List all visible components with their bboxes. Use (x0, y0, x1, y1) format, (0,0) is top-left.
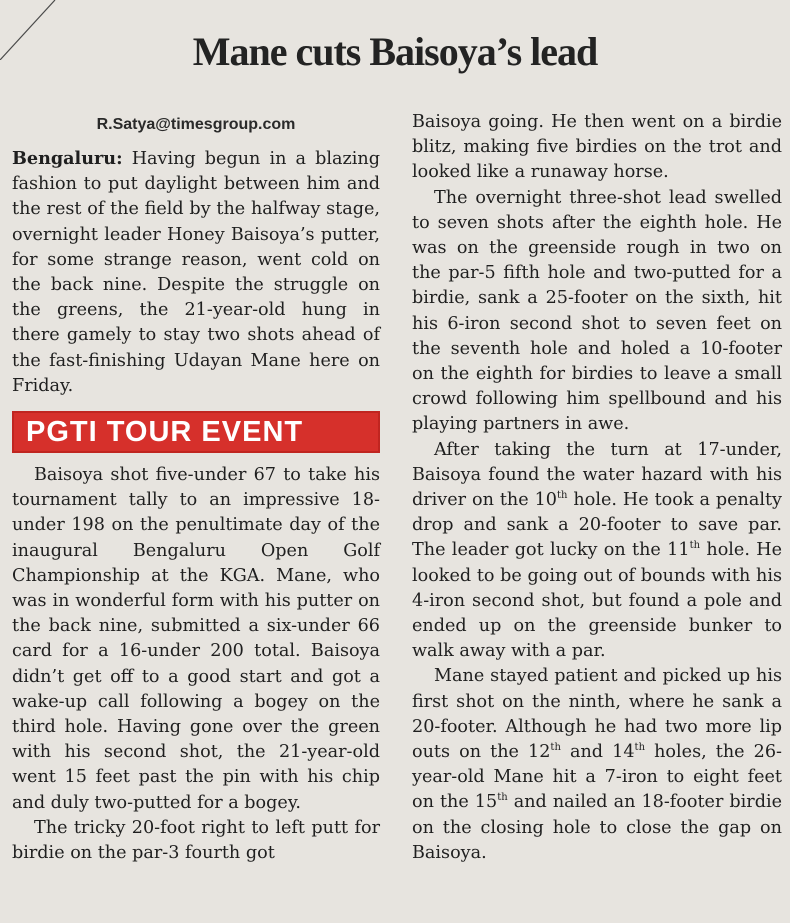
paragraph-continued: Baisoya going. He then went on a birdie blitz, making five birdies on the trot and looked like a runaway horse. (412, 112, 782, 183)
article-column-right (412, 110, 782, 866)
text-run: and 14 (560, 742, 635, 763)
text-run: Mane stayed patient and picked up his first shot on the ninth, where he sank a 20-footer. Although he had two more lip outs on the 12 (412, 666, 782, 763)
article-column-left (12, 110, 380, 866)
text-run: After taking the turn at 17-under, Baisoya found the water hazard with his driver on the 10 (412, 439, 782, 511)
headline: Mane cuts Baisoya’s lead (192, 29, 598, 74)
dateline: Bengaluru: (12, 148, 123, 169)
paragraph-intro (12, 146, 380, 399)
paragraph: The tricky 20-foot right to left putt for birdie on the par-3 fourth got (12, 817, 380, 864)
text-run: hole. He looked to be going out of bounds with his 4-iron second shot, but found a pole and ended up on the greenside bunker to walk away with a par. (412, 540, 783, 662)
section-kicker: PGTI TOUR EVENT (12, 411, 380, 453)
paragraph (412, 664, 782, 866)
text-run: hole. He took a penalty drop and sank a 20-footer to save par. The leader got lucky on the 11 (412, 490, 782, 561)
text-run: and nailed an 18-footer birdie on the closing hole to close the gap on Baisoya. (412, 792, 783, 863)
intro-text: Having begun in a blazing fashion to put daylight between him and the rest of the field by the halfway stage, overnight leader Honey Baisoya’s putter, for some strange reason, went cold on the back nine. Despite the struggle on the greens, the 21-year-old hung in there gamely to stay two shots ahead of the fast-finishing Udayan Mane here on Friday. (12, 149, 381, 396)
paragraph (412, 438, 782, 665)
ordinal-suffix: th (689, 540, 701, 552)
text-run: holes, the 26-year-old Mane hit a 7-iron to eight feet on the 15 (412, 742, 783, 813)
ordinal-suffix: th (550, 742, 561, 754)
ordinal-suffix: th (634, 742, 646, 754)
byline: R.Satya@timesgroup.com (96, 116, 296, 133)
paragraph: The overnight three-shot lead swelled to seven shots after the eighth hole. He was on the greenside rough in two on the par-5 fifth hole and two-putted for a birdie, sank a 25-footer on the sixth, hit his 6-iron second shot to seven feet on the seventh hole and holed a 10-footer on the eighth for birdies to leave a small crowd following him spellbound and his playing partners in awe. (412, 187, 782, 435)
ordinal-suffix: th (497, 792, 508, 804)
paragraph: Baisoya shot five-under 67 to take his tournament tally to an impressive 18-under 198 on the penultimate day of the inaugural Bengaluru Open Golf Championship at the KGA. Mane, who was in wonderful form with his putter on the back nine, submitted a six-under 66 card for a 16-under 200 total. Baisoya didn’t get off to a good start and got a wake-up call following a bogey on the third hole. Having gone over the green with his second shot, the 21-year-old went 15 feet past the pin with his chip and duly two-putted for a bogey. (12, 465, 380, 813)
ordinal-suffix: th (557, 490, 568, 502)
